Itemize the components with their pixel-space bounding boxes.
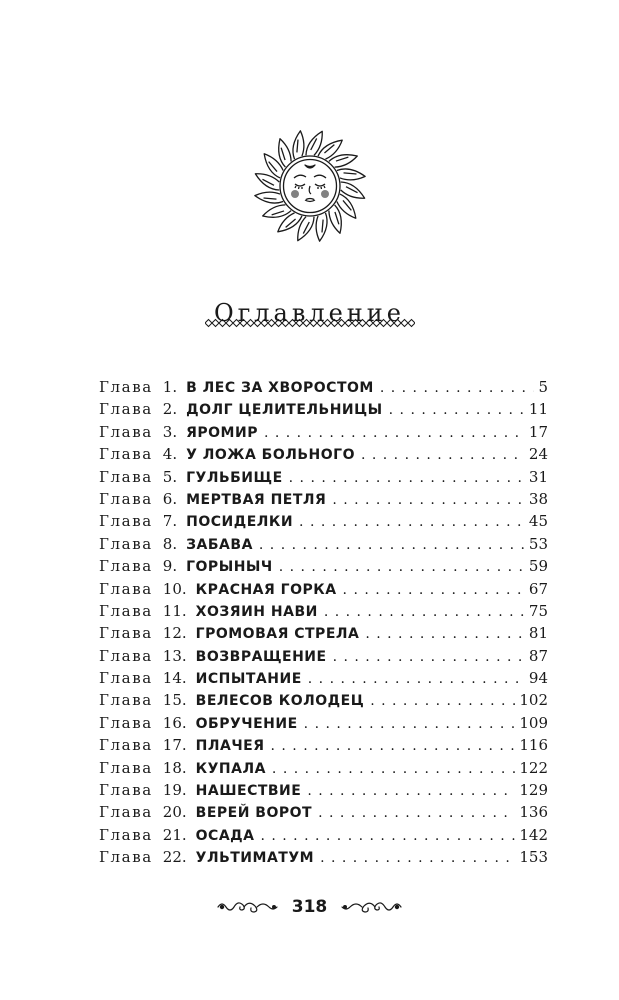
chapter-label: Глава [99, 557, 153, 576]
chapter-label: Глава [99, 400, 153, 419]
toc-entry[interactable] [99, 421, 548, 443]
chapter-label: Глава [99, 489, 153, 508]
chapter-title: ГРОМОВАЯ СТРЕЛА [195, 626, 360, 643]
chapter-page: 116 [519, 736, 548, 755]
chapter-number: 9. [162, 557, 178, 576]
toc-entry[interactable] [99, 824, 548, 846]
chapter-title: ЗАБАВА [186, 536, 253, 553]
rule-diamond [219, 320, 226, 327]
chapter-label: Глава [99, 691, 153, 710]
chapter-label: Глава [99, 758, 153, 777]
rule-diamond [324, 320, 331, 327]
rule-diamond [289, 320, 296, 327]
table-of-contents [99, 376, 548, 869]
chapter-title: КРАСНАЯ ГОРКА [195, 581, 337, 598]
rule-diamond [303, 320, 310, 327]
dot-leader [324, 601, 525, 622]
sun-ray [263, 205, 291, 217]
rule-diamond [401, 320, 408, 327]
chapter-title: НАШЕСТВИЕ [195, 783, 302, 800]
toc-entry[interactable] [99, 667, 548, 689]
rule-diamond [254, 320, 261, 327]
chapter-page: 129 [519, 781, 548, 800]
chapter-page: 17 [528, 422, 548, 441]
toc-entry[interactable] [99, 578, 548, 600]
chapter-page: 5 [538, 378, 548, 396]
rule-diamond [317, 320, 324, 327]
rule-diamond [296, 320, 303, 327]
chapter-page: 38 [528, 489, 548, 508]
page-number: 318 [291, 897, 328, 917]
chapter-page: 75 [528, 601, 548, 620]
chapter-page: 11 [528, 400, 548, 419]
chapter-page: 31 [528, 467, 548, 486]
sun-ray [329, 155, 357, 167]
chapter-title: У ЛОЖА БОЛЬНОГО [186, 447, 355, 464]
dot-leader [318, 802, 515, 823]
rule-diamond [394, 320, 401, 327]
toc-entry[interactable] [99, 466, 548, 488]
chapter-number: 15. [162, 691, 187, 710]
dot-leader [289, 467, 525, 488]
chapter-label: Глава [99, 736, 153, 755]
chapter-number: 20. [162, 803, 187, 822]
toc-entry[interactable] [99, 801, 548, 823]
chapter-label: Глава [99, 803, 153, 822]
dot-leader [260, 825, 515, 846]
chapter-number: 6. [162, 489, 178, 508]
sun-ray [293, 131, 304, 159]
page-footer [0, 897, 619, 917]
chapter-title: ХОЗЯИН НАВИ [195, 603, 318, 620]
chapter-number: 7. [162, 512, 178, 531]
chapter-number: 22. [162, 848, 187, 867]
chapter-label: Глава [99, 781, 153, 800]
rule-diamond [261, 320, 268, 327]
toc-entry[interactable] [99, 443, 548, 465]
chapter-number: 5. [162, 467, 178, 486]
chapter-title: ВОЗВРАЩЕНИЕ [195, 648, 327, 665]
chapter-number: 11. [162, 601, 187, 620]
chapter-label: Глава [99, 669, 153, 688]
chapter-page: 153 [519, 848, 548, 867]
chapter-page: 136 [519, 803, 548, 822]
chapter-number: 19. [162, 781, 187, 800]
chapter-title: УЛЬТИМАТУМ [195, 850, 315, 867]
rule-diamond [408, 320, 415, 327]
dot-leader [299, 511, 525, 532]
sun-ray [279, 139, 291, 167]
toc-entry[interactable] [99, 689, 548, 711]
chapter-title: ПОСИДЕЛКИ [186, 514, 294, 531]
chapter-page: 53 [528, 534, 548, 553]
chapter-label: Глава [99, 601, 153, 620]
toc-entry[interactable] [99, 533, 548, 555]
sun-face-icon [250, 120, 370, 252]
chapter-page: 94 [528, 669, 548, 688]
rule-diamond [247, 320, 254, 327]
dot-leader [361, 444, 525, 465]
chapter-page: 102 [519, 691, 548, 710]
dot-leader [264, 422, 525, 443]
chapter-page: 24 [528, 445, 548, 464]
dot-leader [333, 646, 525, 667]
rule-diamond [310, 320, 317, 327]
sun-ray [316, 213, 327, 241]
chapter-number: 1. [162, 378, 178, 396]
chapter-label: Глава [99, 512, 153, 531]
rule-diamond [275, 320, 282, 327]
rule-diamond [380, 320, 387, 327]
rule-diamond [212, 320, 219, 327]
chapter-label: Глава [99, 713, 153, 732]
chapter-title: ВЕЛЕСОВ КОЛОДЕЦ [195, 693, 365, 710]
rule-diamond [352, 320, 359, 327]
rule-diamond [359, 320, 366, 327]
chapter-title: ЯРОМИР [186, 424, 258, 441]
dot-leader [380, 377, 535, 398]
sun-ray [329, 205, 341, 233]
chapter-page: 87 [528, 646, 548, 665]
toc-entry[interactable] [99, 600, 548, 622]
chapter-page: 109 [519, 713, 548, 732]
toc-entry[interactable] [99, 622, 548, 644]
chapter-number: 12. [162, 624, 187, 643]
chapter-title: ГУЛЬБИЩЕ [186, 469, 283, 486]
chapter-number: 14. [162, 669, 187, 688]
chapter-page: 142 [519, 825, 548, 844]
chapter-title: ИСПЫТАНИЕ [195, 671, 302, 688]
chapter-title: МЕРТВАЯ ПЕТЛЯ [186, 491, 327, 508]
rule-diamond [240, 320, 247, 327]
rule-diamond [345, 320, 352, 327]
chapter-label: Глава [99, 467, 153, 486]
chapter-number: 21. [162, 825, 187, 844]
toc-entry[interactable] [99, 376, 548, 398]
chapter-title: ГОРЫНЫЧ [186, 559, 273, 576]
chapter-title: ПЛАЧЕЯ [195, 738, 265, 755]
toc-entry[interactable] [99, 488, 548, 510]
sun-ray [255, 192, 283, 203]
chapter-label: Глава [99, 646, 153, 665]
rule-diamond [268, 320, 275, 327]
chapter-title: В ЛЕС ЗА ХВОРОСТОМ [186, 380, 374, 396]
chapter-number: 4. [162, 445, 178, 464]
toc-entry[interactable] [99, 846, 548, 868]
chapter-number: 3. [162, 422, 178, 441]
chapter-number: 8. [162, 534, 178, 553]
dot-leader [272, 758, 515, 779]
chapter-title: ВЕРЕЙ ВОРОТ [195, 805, 313, 822]
chapter-title: ОСАДА [195, 827, 255, 844]
toc-entry[interactable] [99, 779, 548, 801]
wavy-ornament-icon [341, 899, 403, 915]
rule-diamond [226, 320, 233, 327]
chapter-number: 18. [162, 758, 187, 777]
toc-entry[interactable] [99, 645, 548, 667]
chapter-label: Глава [99, 825, 153, 844]
chapter-title: ДОЛГ ЦЕЛИТЕЛЬНИЦЫ [186, 402, 383, 419]
chapter-number: 10. [162, 579, 187, 598]
toc-entry[interactable] [99, 398, 548, 420]
chapter-number: 2. [162, 400, 178, 419]
toc-entry[interactable] [99, 712, 548, 734]
dot-leader [307, 780, 515, 801]
dot-leader [271, 735, 516, 756]
dot-leader [332, 489, 525, 510]
chapter-page: 122 [519, 758, 548, 777]
dot-leader [304, 713, 516, 734]
toc-entry[interactable] [99, 734, 548, 756]
chapter-page: 81 [528, 624, 548, 643]
rule-diamond [282, 320, 289, 327]
chapter-page: 59 [528, 557, 548, 576]
chapter-label: Глава [99, 445, 153, 464]
chapter-title: КУПАЛА [195, 760, 266, 777]
chapter-label: Глава [99, 378, 153, 396]
chapter-number: 16. [162, 713, 187, 732]
dot-leader [308, 668, 525, 689]
dot-leader [343, 579, 525, 600]
chapter-number: 17. [162, 736, 187, 755]
chapter-label: Глава [99, 624, 153, 643]
rule-diamond [233, 320, 240, 327]
page-title: Оглавление [214, 299, 405, 328]
rule-diamond [338, 320, 345, 327]
dot-leader [389, 399, 525, 420]
rule-diamond [387, 320, 394, 327]
chapter-label: Глава [99, 579, 153, 598]
zigzag-divider [205, 318, 415, 328]
chapter-title: ОБРУЧЕНИЕ [195, 715, 298, 732]
dot-leader [320, 847, 515, 868]
rule-diamond [366, 320, 373, 327]
toc-entry[interactable] [99, 555, 548, 577]
wavy-ornament-icon [216, 899, 278, 915]
toc-entry[interactable] [99, 757, 548, 779]
rule-diamond [205, 320, 212, 327]
rule-diamond [331, 320, 338, 327]
rule-diamond [373, 320, 380, 327]
toc-entry[interactable] [99, 510, 548, 532]
chapter-page: 67 [528, 579, 548, 598]
dot-leader [279, 556, 525, 577]
chapter-label: Глава [99, 534, 153, 553]
dot-leader [370, 690, 515, 711]
chapter-label: Глава [99, 848, 153, 867]
dot-leader [365, 623, 525, 644]
chapter-label: Глава [99, 422, 153, 441]
chapter-number: 13. [162, 646, 187, 665]
sun-ray [337, 169, 365, 180]
chapter-page: 45 [528, 512, 548, 531]
dot-leader [259, 534, 525, 555]
